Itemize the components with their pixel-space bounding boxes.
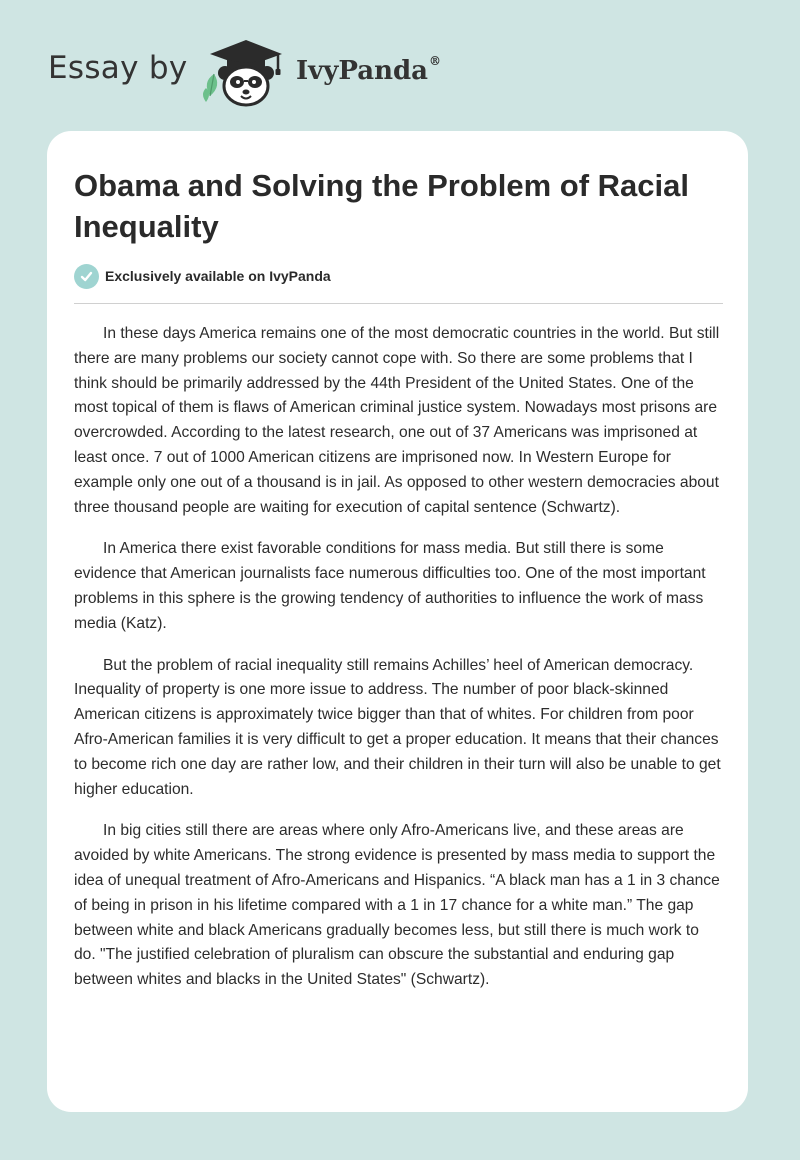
essay-title: Obama and Solving the Problem of Racial Inequality: [74, 168, 689, 244]
exclusive-label: Exclusively available on IvyPanda: [105, 268, 331, 284]
check-icon: [74, 264, 99, 289]
panda-graduate-icon: [200, 36, 292, 110]
paragraph: In America there exist favorable conditions for mass media. But still there is some evidence that American journalists face numerous difficulties too. One of the most important problems in this sphere is the growing tendency of authorities to influence the work of mass media (Katz).: [74, 540, 706, 632]
exclusive-badge: [74, 263, 331, 289]
essay-body: [74, 322, 724, 1010]
paragraph: But the problem of racial inequality still remains Achilles’ heel of American democracy. Inequality of property is one more issue to address. The number of poor black-skinned American citizens is approximately twice bigger than that of whites. For children from poor Afro-American families it is very difficult to get a proper education. It means that their chances to become rich one day are rather low, and their children in their turn will also be unable to get higher education.: [74, 656, 721, 798]
divider: [74, 303, 723, 304]
essay-card: [47, 131, 748, 1112]
paragraph: In big cities still there are areas where only Afro-Americans live, and these areas are avoided by white Americans. The strong evidence is presented by mass media to support the idea of unequal treatment of Afro-Americans and Hispanics. “A black man has a 1 in 3 chance of being in prison in his lifetime compared with a 1 in 17 chance for a white man.” The gap between white and black Americans gradually becomes less, but still there is much work to do. "The justified celebration of pluralism can obscure the substantial and enduring gap between whites and blacks in the United States" (Schwartz).: [74, 822, 720, 989]
registered-mark: ®: [429, 54, 442, 69]
brand-name: IvyPanda®: [296, 54, 442, 86]
site-header: [48, 36, 508, 108]
essay-by-label: Essay by: [48, 50, 188, 86]
paragraph: In these days America remains one of the most democratic countries in the world. But still there are many problems our society cannot cope with. So there are some problems that I think should be primarily addressed by the 44th President of the United States. One of the most topical of them is flaws of American criminal justice system. Nowadays most prisons are overcrowded. According to the latest research, one out of 37 Americans was imprisoned at least once. 7 out of 1000 American citizens are imprisoned now. In Western Europe for example only one out of a thousand is in jail. As opposed to other western democracies about three thousand people are waiting for execution of capital sentence (Schwartz).: [74, 325, 720, 516]
